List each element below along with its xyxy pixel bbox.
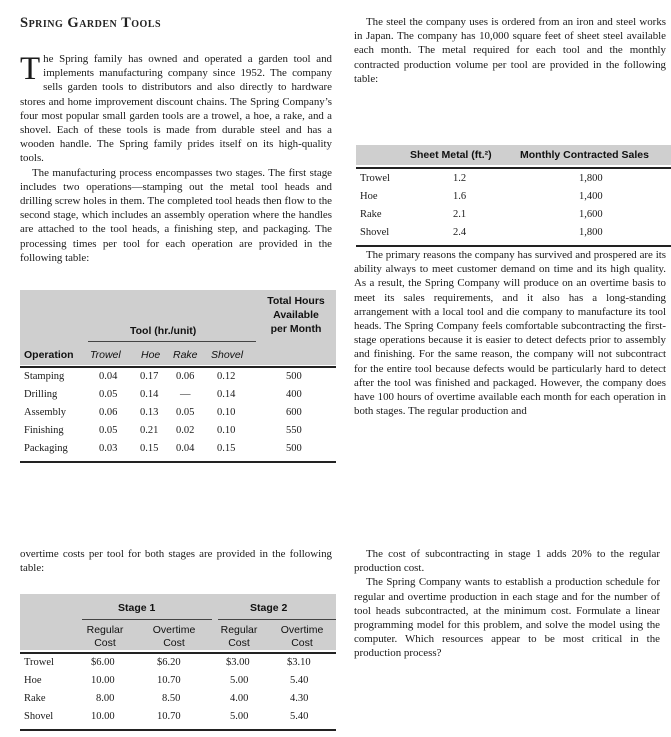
shovel-value: 0.15 (217, 443, 236, 454)
stage2-rule (218, 619, 336, 620)
s1-overtime-value: 10.70 (157, 711, 181, 722)
table2-top-rule (356, 167, 671, 169)
tool-label: Shovel (360, 227, 390, 238)
processing-times-table (20, 290, 336, 495)
table3-top-rule (20, 652, 336, 654)
intro-text (20, 52, 332, 265)
header-line: Cost (291, 637, 313, 649)
sheet-metal-table (356, 145, 671, 250)
hoe-value: 0.17 (140, 371, 159, 382)
hoe-value: 0.13 (140, 407, 159, 418)
sales-value: 1,600 (579, 209, 603, 220)
total-header-line-2: Available (273, 309, 319, 321)
rake-value: — (180, 389, 191, 400)
op-label: Drilling (24, 389, 58, 400)
trowel-value: 0.05 (99, 389, 118, 400)
table1-top-rule (20, 366, 336, 368)
total-hours-value: 400 (286, 389, 302, 400)
table2-bottom-rule (356, 245, 671, 247)
s1-overtime-value: $6.20 (157, 657, 181, 668)
header-line: Cost (228, 637, 250, 649)
total-hours-value: 500 (286, 371, 302, 382)
tool-label: Shovel (24, 711, 54, 722)
header-line: Cost (163, 637, 185, 649)
s2-overtime-value: 5.40 (290, 711, 309, 722)
hoe-value: 0.21 (140, 425, 159, 436)
stage2-regular-header (214, 624, 264, 650)
tool-label: Rake (24, 693, 46, 704)
subcontract-paragraph: The cost of subcontracting in stage 1 adds 20% to the regular production cost. (354, 548, 660, 575)
overtime-paragraph: overtime costs per tool for both stages are provided in the following table: (20, 548, 332, 575)
metal-value: 2.4 (453, 227, 467, 238)
overtime-text (20, 547, 332, 575)
table1-col-hoe: Hoe (141, 349, 161, 361)
intro-paragraph-1 (20, 52, 332, 166)
hoe-value: 0.15 (140, 443, 159, 454)
shovel-value: 0.12 (217, 371, 236, 382)
header-line: Regular (220, 624, 258, 636)
metal-value: 1.2 (453, 173, 467, 184)
table2-col-metal: Sheet Metal (ft.²) (410, 149, 492, 161)
shovel-value: 0.10 (217, 407, 236, 418)
steel-paragraph: The steel the company uses is ordered from an iron and steel works in Japan. The company has 10,000 square feet of sheet steel available each month. The metal required for each tool and the monthly contracted production volume per tool are provided in the following table: (354, 16, 666, 85)
reasons-text (354, 248, 666, 418)
header-line: Regular (86, 624, 124, 636)
s2-regular-value: 5.00 (230, 711, 249, 722)
s1-regular-value: $6.00 (91, 657, 115, 668)
op-label: Finishing (24, 425, 64, 436)
total-hours-value: 500 (286, 443, 302, 454)
tool-label: Rake (360, 209, 382, 220)
table2-col-sales: Monthly Contracted Sales (520, 149, 649, 161)
stage1-regular-header (80, 624, 130, 650)
s2-regular-value: 5.00 (230, 675, 249, 686)
sales-value: 1,800 (579, 227, 603, 238)
table3-bottom-rule (20, 729, 336, 731)
drop-cap: T (20, 51, 41, 87)
s2-overtime-value: $3.10 (287, 657, 311, 668)
stage2-header: Stage 2 (250, 602, 288, 614)
table1-col-shovel: Shovel (211, 349, 244, 361)
op-label: Stamping (24, 371, 65, 382)
op-label: Packaging (24, 443, 68, 454)
reasons-paragraph: The primary reasons the company has survived and prospered are its ability always to meet customer demand on time and its high quality. As a result, the Spring Company will produce on an overtime basis to meet its sales requirements, and it also has a long-standing arrangement with a local tool and die company to manufacture its tool heads. The Spring Company feels comfortable subcontracting the first-stage operations because it is easier to detect defects prior to assembly and finishing. For the same reason, the company will not subcontract for the entire tool because defects would be particularly hard to detect after the tool was finished and packaged. However, the company does have 100 hours of overtime available each month for each operation in both stages. The regular production and (354, 249, 666, 418)
sales-value: 1,400 (579, 191, 603, 202)
assignment-paragraph: The Spring Company wants to establish a production schedule for regular and overtime production in each stage and for the number of tool heads subcontracted, at the minimum cost. Formulate a linear programming model for this problem, and solve the model using the computer. Which resources appear to be most critical in the production process? (354, 576, 660, 660)
total-header-line-1: Total Hours (267, 295, 325, 307)
s2-regular-value: 4.00 (230, 693, 249, 704)
case-title: Spring Garden Tools (20, 15, 162, 31)
cost-table (20, 594, 336, 734)
tool-label: Hoe (24, 675, 42, 686)
trowel-value: 0.03 (99, 443, 118, 454)
tool-label: Trowel (360, 173, 390, 184)
stage1-rule (82, 619, 212, 620)
rake-value: 0.06 (176, 371, 195, 382)
total-hours-value: 600 (286, 407, 302, 418)
s2-regular-value: $3.00 (226, 657, 250, 668)
table1-total-header (256, 294, 336, 336)
table1-col-operation: Operation (24, 349, 74, 361)
header-line: Overtime (280, 624, 324, 636)
s2-overtime-value: 4.30 (290, 693, 309, 704)
sales-value: 1,800 (579, 173, 603, 184)
table1-col-trowel: Trowel (90, 349, 121, 361)
s1-regular-value: 10.00 (91, 675, 115, 686)
hoe-value: 0.14 (140, 389, 159, 400)
tool-label: Trowel (24, 657, 54, 668)
s1-overtime-value: 8.50 (162, 693, 181, 704)
header-line: Cost (94, 637, 116, 649)
table1-col-rake: Rake (173, 349, 198, 361)
trowel-value: 0.05 (99, 425, 118, 436)
s1-overtime-value: 10.70 (157, 675, 181, 686)
table1-bottom-rule (20, 461, 336, 463)
steel-text (354, 15, 666, 86)
trowel-value: 0.06 (99, 407, 118, 418)
s1-regular-value: 10.00 (91, 711, 115, 722)
table1-group-header: Tool (hr./unit) (130, 325, 197, 337)
s1-regular-value: 8.00 (96, 693, 115, 704)
op-label: Assembly (24, 407, 66, 418)
rake-value: 0.04 (176, 443, 195, 454)
header-line: Overtime (152, 624, 196, 636)
shovel-value: 0.14 (217, 389, 236, 400)
subcontract-text (354, 547, 660, 661)
table1-group-rule (88, 341, 256, 342)
metal-value: 1.6 (453, 191, 467, 202)
stage1-header: Stage 1 (118, 602, 156, 614)
metal-value: 2.1 (453, 209, 467, 220)
intro-paragraph-1-text: he Spring family has owned and operated a garden tool and implements manufacturing company since 1952. The company sells garden tools to distributors and also directly to hardware stores and home improvement discount chains. The Spring Company’s four most popular small garden tools are a trowel, a hoe, a rake, and a shovel. Each of these tools is made from durable steel and has a wooden handle. The Spring family prides itself on its high-quality tools. (20, 53, 332, 165)
stage1-overtime-header (144, 624, 204, 650)
shovel-value: 0.10 (217, 425, 236, 436)
stage2-overtime-header (272, 624, 332, 650)
tool-label: Hoe (360, 191, 378, 202)
trowel-value: 0.04 (99, 371, 118, 382)
total-header-line-3: per Month (270, 323, 322, 335)
total-hours-value: 550 (286, 425, 302, 436)
intro-paragraph-2: The manufacturing process encompasses two stages. The first stage includes two operations—stamping out the metal tool heads and drilling screw holes in them. The completed tool heads then flow to the second stage, which includes an assembly operation where the handles are attached to the tool heads, a finishing step, and packaging. The processing times per tool for each operation are provided in the following table: (20, 166, 332, 264)
rake-value: 0.02 (176, 425, 195, 436)
rake-value: 0.05 (176, 407, 195, 418)
s2-overtime-value: 5.40 (290, 675, 309, 686)
